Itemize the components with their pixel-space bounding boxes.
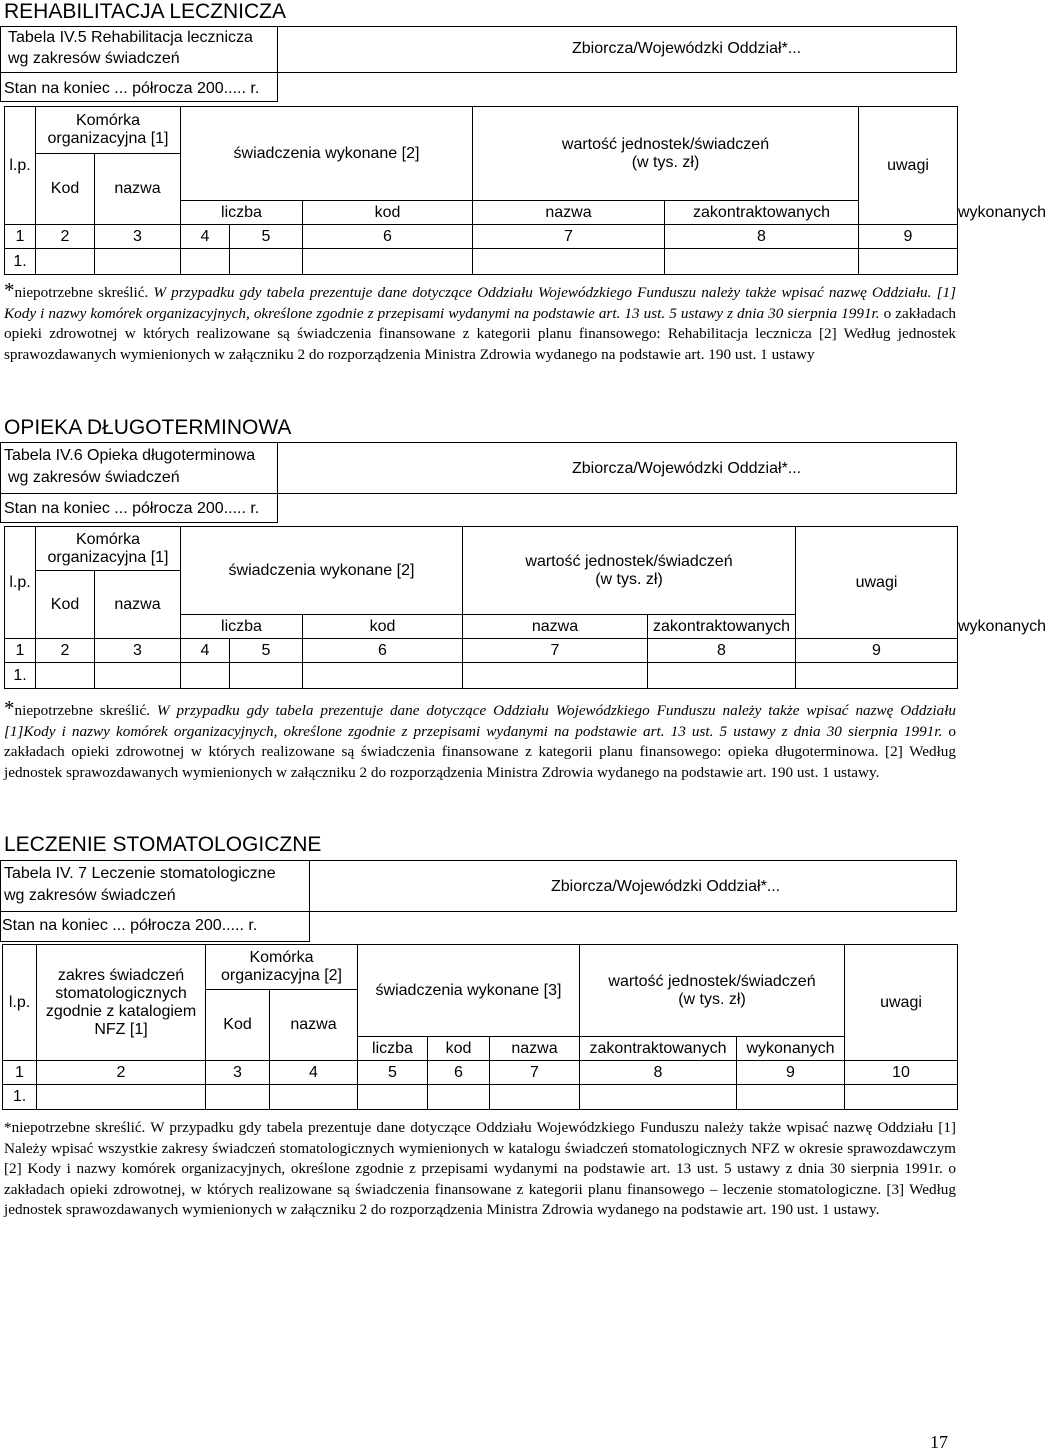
table-stomatologia <box>2 944 958 1110</box>
col-kod: Kod <box>206 990 270 1061</box>
num-cell: 6 <box>303 639 463 663</box>
num-cell: 7 <box>490 1061 580 1085</box>
col-nazwa: nazwa <box>95 154 181 225</box>
col-lp: l.p. <box>3 945 37 1061</box>
num-cell: 5 <box>230 225 303 249</box>
num-cell: 10 <box>845 1061 958 1085</box>
col-lp: l.p. <box>5 107 36 225</box>
row1-lp: 1. <box>3 1085 37 1110</box>
col-nazwa: nazwa <box>270 990 358 1061</box>
col-wykonanych: wykonanych <box>737 1037 845 1061</box>
num-cell: 3 <box>95 639 181 663</box>
col-uwagi: uwagi <box>796 527 958 639</box>
org-label: Zbiorcza/Wojewódzki Oddział*... <box>551 878 781 895</box>
num-cell: 6 <box>303 225 473 249</box>
col-uwagi: uwagi <box>845 945 958 1061</box>
num-cell: 4 <box>270 1061 358 1085</box>
col-wartosc: wartość jednostek/świadczeń (w tys. zł) <box>580 945 845 1037</box>
row1-lp: 1. <box>5 249 36 275</box>
col-zakres: zakres świadczeń stomatologicznych zgodnie z katalogiem NFZ [1] <box>37 945 206 1061</box>
table-title: Tabela IV. 7 Leczenie stomatologiczne <box>4 865 276 882</box>
footnote-stomatologia: *niepotrzebne skreślić. W przypadku gdy tabela prezentuje dane dotyczące Oddziału Wojewódzkiego Funduszu należy także wpisać nazwę Oddziału [1] Należy wpisać wszystkie zakresy świadczeń stomatologicznych wymienionych w katalogu świadczeń stomatologicznych NFZ w okresie sprawozdawczym [2] Kody i nazwy komórek organizacyjnych, określone zgodnie z przepisami wydanymi na podstawie art. 13 ust. 5 ustawy z dnia 30 sierpnia 1991r. o zakładach opieki zdrowotnej, w których realizowane są świadczenia finansowane z kategorii planu finansowego – leczenie stomatologiczne. [3] Według jednostek sprawozdawanych wymienionych w załączniku 2 do rozporządzenia Ministra Zdrowia wydanego na podstawie art. 190 ust. 1 ustawy. <box>4 1119 956 1218</box>
num-cell: 7 <box>473 225 665 249</box>
section-heading-stomatologia: LECZENIE STOMATOLOGICZNE <box>4 833 322 856</box>
num-cell: 9 <box>796 639 958 663</box>
col-kod: Kod <box>36 154 95 225</box>
col-kod2: kod <box>428 1037 490 1061</box>
table-rehabilitacja: l.p. Komórka organizacyjna [1] świadczenia wykonane [2] wartość jednostek/świadczeń (w tys. zł) uwagi Kod nazwa liczba kod nazwa zakontraktowanych wykonanych 1 2 3 4 5 6 7 8 9 1. <box>4 106 958 275</box>
stan-label: Stan na koniec ... półrocza 200..... r. <box>4 500 260 517</box>
col-liczba: liczba <box>358 1037 428 1061</box>
col-nazwa2: nazwa <box>490 1037 580 1061</box>
col-liczba: liczba <box>181 201 303 225</box>
org-label: Zbiorcza/Wojewódzki Oddział*... <box>572 40 802 57</box>
col-komorka: Komórka organizacyjna [1] <box>36 527 181 571</box>
page-number: 17 <box>930 1432 948 1452</box>
table-subtitle: wg zakresów świadczeń <box>8 469 180 486</box>
col-komorka: Komórka organizacyjna [2] <box>206 945 358 990</box>
footnote-rehabilitacja: *niepotrzebne skreślić. W przypadku gdy tabela prezentuje dane dotyczące Oddziału Wojewódzkiego Funduszu należy także wpisać nazwę Oddziału. [1] Kody i nazwy komórek organizacyjnych, określone zgodnie z przepisami wydanymi na podstawie art. 13 ust. 5 ustawy z dnia 30 sierpnia 1991r. o zakładach opieki zdrowotnej w których realizowane są świadczenia finansowane z kategorii planu finansowego: Rehabilitacja lecznicza [2] Według jednostek sprawozdawanych wymienionych w załączniku 2 do rozporządzenia Ministra Zdrowia wydanego na podstawie art. 190 ust. 1 ustawy <box>4 278 956 363</box>
col-swiadczenia: świadczenia wykonane [2] <box>181 527 463 615</box>
num-cell: 6 <box>428 1061 490 1085</box>
table-title: Tabela IV.5 Rehabilitacja lecznicza <box>8 29 253 46</box>
num-cell: 9 <box>859 225 958 249</box>
num-cell: 3 <box>206 1061 270 1085</box>
col-wartosc: wartość jednostek/świadczeń (w tys. zł) <box>473 107 859 201</box>
num-cell: 8 <box>580 1061 737 1085</box>
num-cell: 1 <box>3 1061 37 1085</box>
col-kod2: kod <box>303 201 473 225</box>
num-cell: 1 <box>5 639 36 663</box>
num-cell: 2 <box>36 225 95 249</box>
num-cell: 5 <box>358 1061 428 1085</box>
col-nazwa: nazwa <box>95 571 181 639</box>
col-zakontraktowanych: zakontraktowanych <box>665 201 859 225</box>
col-swiadczenia: świadczenia wykonane [2] <box>181 107 473 201</box>
table-subtitle: wg zakresów świadczeń <box>4 887 176 904</box>
num-cell: 5 <box>230 639 303 663</box>
col-swiadczenia: świadczenia wykonane [3] <box>358 945 580 1037</box>
table-title: Tabela IV.6 Opieka długoterminowa <box>4 447 256 464</box>
col-kod: Kod <box>36 571 95 639</box>
row1-lp: 1. <box>5 663 36 689</box>
col-uwagi: uwagi <box>859 107 958 225</box>
stan-label: Stan na koniec ... półrocza 200..... r. <box>4 80 260 97</box>
table-opieka: l.p. Komórka organizacyjna [1] świadczenia wykonane [2] wartość jednostek/świadczeń (w tys. zł) uwagi Kod nazwa liczba kod nazwa zakontraktowanych wykonanych 1 2 3 4 5 6 7 8 9 1. <box>4 526 958 689</box>
col-liczba: liczba <box>181 615 303 639</box>
num-cell: 4 <box>181 639 230 663</box>
section-heading-opieka: OPIEKA DŁUGOTERMINOWA <box>4 416 292 439</box>
num-cell: 2 <box>37 1061 206 1085</box>
table-subtitle: wg zakresów świadczeń <box>8 50 180 67</box>
num-cell: 8 <box>648 639 796 663</box>
num-cell: 2 <box>36 639 95 663</box>
section-heading-rehabilitacja: REHABILITACJA LECZNICZA <box>4 0 287 23</box>
col-nazwa2: nazwa <box>463 615 648 639</box>
footnote-opieka: *niepotrzebne skreślić. W przypadku gdy tabela prezentuje dane dotyczące Oddziału Wojewódzkiego Funduszu należy także wpisać nazwę Oddziału [1]Kody i nazwy komórek organizacyjnych, określone zgodnie z przepisami wydanymi na podstawie art. 13 ust. 5 ustawy z dnia 30 sierpnia 1991r. o zakładach opieki zdrowotnej w których realizowane są świadczenia finansowane z kategorii planu finansowego: opieka długoterminowa. [2] Według jednostek sprawozdawanych wymienionych w załączniku 2 do rozporządzenia Ministra Zdrowia wydanego na podstawie art. 190 ust. 1 ustawy. <box>4 696 957 781</box>
stan-label: Stan na koniec ... półrocza 200..... r. <box>2 917 258 934</box>
col-zakontraktowanych: zakontraktowanych <box>648 615 796 639</box>
org-label: Zbiorcza/Wojewódzki Oddział*... <box>572 460 802 477</box>
num-cell: 9 <box>737 1061 845 1085</box>
num-cell: 3 <box>95 225 181 249</box>
col-kod2: kod <box>303 615 463 639</box>
col-nazwa2: nazwa <box>473 201 665 225</box>
col-komorka: Komórka organizacyjna [1] <box>36 107 181 154</box>
col-zakontraktowanych: zakontraktowanych <box>580 1037 737 1061</box>
num-cell: 7 <box>463 639 648 663</box>
col-wartosc: wartość jednostek/świadczeń (w tys. zł) <box>463 527 796 615</box>
num-cell: 1 <box>5 225 36 249</box>
col-lp: l.p. <box>5 527 36 639</box>
num-cell: 8 <box>665 225 859 249</box>
num-cell: 4 <box>181 225 230 249</box>
